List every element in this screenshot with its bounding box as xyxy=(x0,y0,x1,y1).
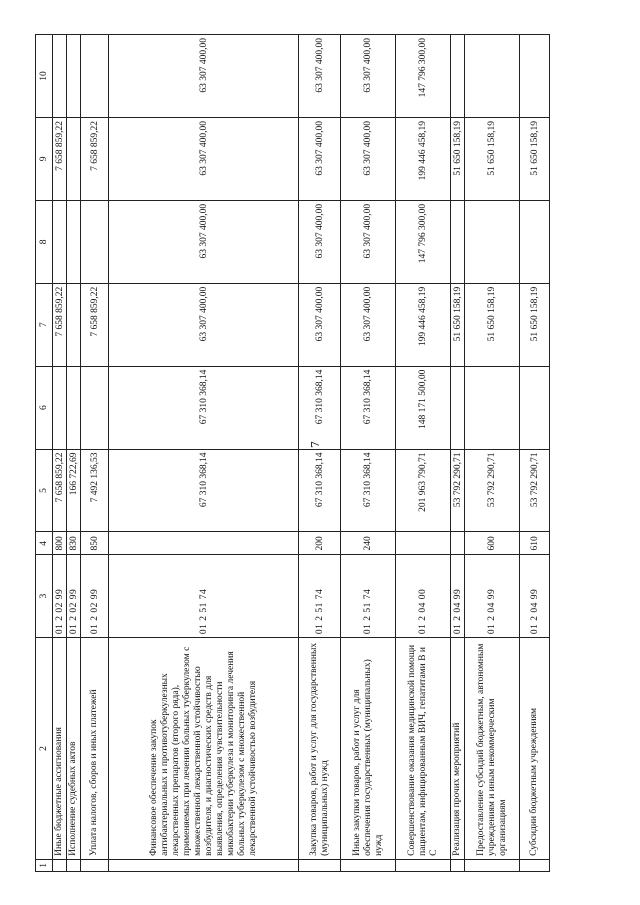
table-row xyxy=(465,35,520,872)
header-cell: 6 xyxy=(36,366,53,449)
row-code: 01 2 02 99 xyxy=(53,555,67,638)
row-col7: 63 307 400,00 xyxy=(299,283,341,366)
row-col10 xyxy=(465,35,520,118)
row-col5: 53 792 290,71 xyxy=(451,449,465,532)
row-col9: 51 650 158,19 xyxy=(520,117,550,200)
row-col8 xyxy=(451,200,465,283)
row-col10 xyxy=(81,35,109,118)
blank-cell xyxy=(53,859,67,871)
blank-cell xyxy=(67,859,81,871)
header-cell: 9 xyxy=(36,117,53,200)
row-col5: 67 310 368,14 xyxy=(341,449,396,532)
row-col8: 147 796 300,00 xyxy=(396,200,451,283)
header-cell: 1 xyxy=(36,859,53,871)
row-col7 xyxy=(67,283,81,366)
row-col7: 7 658 859,22 xyxy=(81,283,109,366)
row-vr: 600 xyxy=(465,532,520,555)
row-col10 xyxy=(67,35,81,118)
row-col7: 63 307 400,00 xyxy=(341,283,396,366)
table-row xyxy=(67,35,81,872)
row-vr: 200 xyxy=(299,532,341,555)
row-col9 xyxy=(67,117,81,200)
budget-table-rotated xyxy=(35,34,610,872)
row-vr: 610 xyxy=(520,532,550,555)
row-name: Закупка товаров, работ и услуг для государственных (муниципальных) нужд xyxy=(299,638,341,860)
row-col5: 53 792 290,71 xyxy=(520,449,550,532)
row-vr: 240 xyxy=(341,532,396,555)
table-row xyxy=(81,35,109,872)
row-name: Субсидии бюджетным учреждениям xyxy=(520,638,550,860)
row-code: 01 2 02 99 xyxy=(67,555,81,638)
table-row xyxy=(109,35,299,872)
blank-cell xyxy=(109,859,299,871)
row-col9: 199 446 458,19 xyxy=(396,117,451,200)
row-col10: 63 307 400,00 xyxy=(109,35,299,118)
row-code: 01 2 04 99 xyxy=(451,555,465,638)
row-col5: 7 492 136,53 xyxy=(81,449,109,532)
row-col8: 63 307 400,00 xyxy=(109,200,299,283)
row-col10 xyxy=(451,35,465,118)
row-name: Реализация прочих мероприятий xyxy=(451,638,465,860)
row-col6 xyxy=(53,366,67,449)
row-col6 xyxy=(465,366,520,449)
header-cell: 10 xyxy=(36,35,53,118)
row-col8 xyxy=(465,200,520,283)
header-cell: 7 xyxy=(36,283,53,366)
budget-table xyxy=(35,34,550,872)
row-col7: 51 650 158,19 xyxy=(465,283,520,366)
row-vr: 830 xyxy=(67,532,81,555)
table-row xyxy=(396,35,451,872)
blank-cell xyxy=(396,859,451,871)
blank-cell xyxy=(465,859,520,871)
table-row xyxy=(341,35,396,872)
row-col7: 51 650 158,19 xyxy=(520,283,550,366)
row-col8 xyxy=(53,200,67,283)
row-col5: 7 658 859,22 xyxy=(53,449,67,532)
row-name: Иные закупки товаров, работ и услуг для обеспечения государственных (муниципальных) нужд xyxy=(341,638,396,860)
row-col9: 51 650 158,19 xyxy=(465,117,520,200)
table-row xyxy=(451,35,465,872)
row-name: Исполнение судебных актов xyxy=(67,638,81,860)
row-col6 xyxy=(67,366,81,449)
header-cell: 5 xyxy=(36,449,53,532)
row-col5: 53 792 290,71 xyxy=(465,449,520,532)
row-col9: 63 307 400,00 xyxy=(109,117,299,200)
row-code: 01 2 51 74 xyxy=(341,555,396,638)
row-col5: 67 310 368,14 xyxy=(109,449,299,532)
row-col6 xyxy=(520,366,550,449)
row-col10: 147 796 300,00 xyxy=(396,35,451,118)
row-code: 01 2 04 99 xyxy=(465,555,520,638)
row-code: 01 2 51 74 xyxy=(109,555,299,638)
row-col10 xyxy=(53,35,67,118)
header-cell: 4 xyxy=(36,532,53,555)
row-col8 xyxy=(67,200,81,283)
page-number: 7 xyxy=(309,441,322,448)
header-cell: 2 xyxy=(36,638,53,860)
row-col5: 166 722,69 xyxy=(67,449,81,532)
row-name: Уплата налогов, сборов и иных платежей xyxy=(81,638,109,860)
row-code: 01 2 04 99 xyxy=(520,555,550,638)
row-col8: 63 307 400,00 xyxy=(299,200,341,283)
table-row xyxy=(53,35,67,872)
row-code: 01 2 02 99 xyxy=(81,555,109,638)
row-col7: 7 658 859,22 xyxy=(53,283,67,366)
row-vr xyxy=(109,532,299,555)
row-col8 xyxy=(81,200,109,283)
row-col9: 63 307 400,00 xyxy=(299,117,341,200)
row-vr xyxy=(451,532,465,555)
blank-cell xyxy=(299,859,341,871)
row-vr: 850 xyxy=(81,532,109,555)
row-vr: 800 xyxy=(53,532,67,555)
row-col7: 199 446 458,19 xyxy=(396,283,451,366)
row-col9: 63 307 400,00 xyxy=(341,117,396,200)
row-col5: 67 310 368,14 xyxy=(299,449,341,532)
table-row xyxy=(520,35,550,872)
row-name: Совершенствование оказания медицинской помощи пациентам, инфицированным ВИЧ, гепатитами В и С xyxy=(396,638,451,860)
header-cell: 8 xyxy=(36,200,53,283)
blank-cell xyxy=(341,859,396,871)
row-col10 xyxy=(520,35,550,118)
row-col5: 201 963 790,71 xyxy=(396,449,451,532)
row-col9: 7 658 859,22 xyxy=(53,117,67,200)
blank-cell xyxy=(451,859,465,871)
table-row xyxy=(299,35,341,872)
row-vr xyxy=(396,532,451,555)
row-col6: 67 310 368,14 xyxy=(299,366,341,449)
row-name: Предоставление субсидий бюджетным, автономным учреждениям и иным некоммерческим организациям xyxy=(465,638,520,860)
header-cell: 3 xyxy=(36,555,53,638)
blank-cell xyxy=(81,859,109,871)
row-col8 xyxy=(520,200,550,283)
row-col7: 63 307 400,00 xyxy=(109,283,299,366)
row-col9: 7 658 859,22 xyxy=(81,117,109,200)
row-col10: 63 307 400,00 xyxy=(341,35,396,118)
row-col6 xyxy=(81,366,109,449)
row-code: 01 2 04 00 xyxy=(396,555,451,638)
row-col6: 67 310 368,14 xyxy=(341,366,396,449)
row-col7: 51 650 158,19 xyxy=(451,283,465,366)
row-col6: 67 310 368,14 xyxy=(109,366,299,449)
row-name: Иные бюджетные ассигнования xyxy=(53,638,67,860)
table-header-row xyxy=(36,35,53,872)
row-col10: 63 307 400,00 xyxy=(299,35,341,118)
row-col9: 51 650 158,19 xyxy=(451,117,465,200)
row-col6 xyxy=(451,366,465,449)
row-col8: 63 307 400,00 xyxy=(341,200,396,283)
blank-cell xyxy=(520,859,550,871)
row-name: Финансовое обеспечение закупок антибактериальных и противотуберкулезных лекарственных препаратов (второго ряда), применяемых при лечении больных туберкулезом с множественной лекарственной устойчивостью возбудителя, и диагностических средств для выявления, определения чувствительности микобактерии туберкулеза и мониторинга лечения больных туберкулезом с множественной лекарственной устойчивостью возбудителя xyxy=(109,638,299,860)
row-col6: 148 171 500,00 xyxy=(396,366,451,449)
row-code: 01 2 51 74 xyxy=(299,555,341,638)
